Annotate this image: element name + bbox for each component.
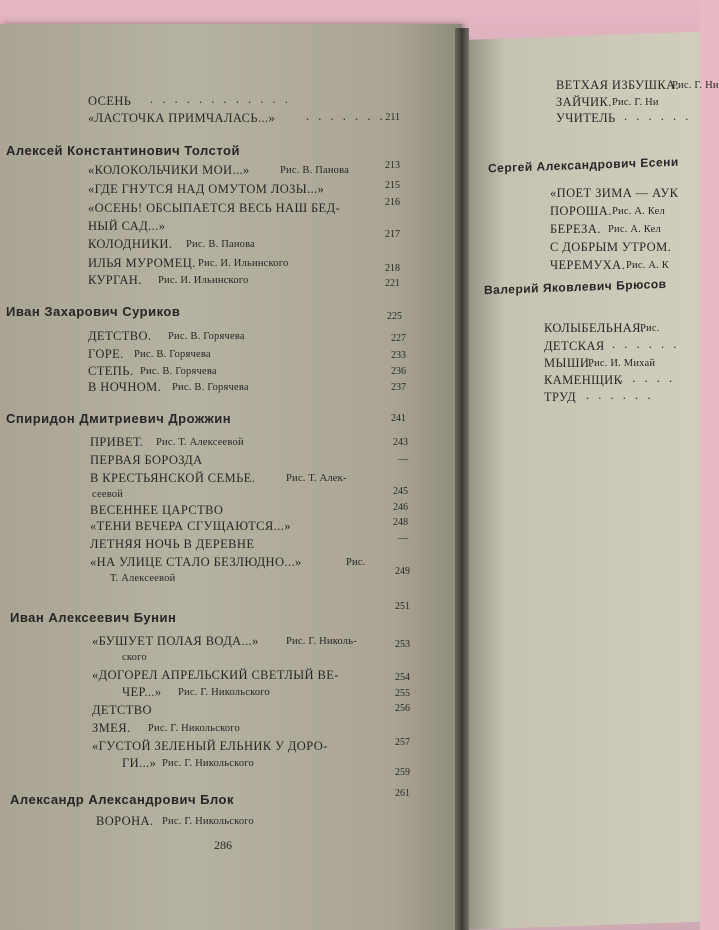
toc-entry-title: «ОСЕНЬ! ОБСЫПАЕТСЯ ВЕСЬ НАШ БЕД- <box>88 201 341 215</box>
toc-page-number: 253 <box>395 639 410 650</box>
toc-entry-title: КОЛЫБЕЛЬНАЯ. <box>544 321 645 335</box>
section-author: Иван Захарович Суриков <box>6 304 181 319</box>
toc-page-number: 248 <box>393 517 408 528</box>
toc-illustrator: Рис. И. Ильинского <box>198 258 289 269</box>
section-author: Валерий Яковлевич Брюсов <box>484 276 667 298</box>
page-number-footer: 286 <box>214 838 232 852</box>
toc-illustrator: Рис. Г. Никольского <box>162 816 254 827</box>
toc-entry-title: ТРУД <box>544 390 576 404</box>
toc-illustrator: Рис. Т. Алексеевой <box>156 437 244 448</box>
toc-illustrator: Рис. Т. Алек- <box>286 473 347 484</box>
toc-illustrator: Рис. В. Горячева <box>168 331 245 342</box>
toc-entry-title: БЕРЕЗА. <box>550 222 601 236</box>
toc-entry-title: ЗМЕЯ. <box>92 721 131 735</box>
toc-entry-title: «ДОГОРЕЛ АПРЕЛЬСКИЙ СВЕТЛЫЙ ВЕ- <box>92 668 339 682</box>
toc-entry-title: ОСЕНЬ <box>88 94 132 108</box>
toc-illustrator: Рис. И. Ильинского <box>158 275 249 286</box>
toc-entry-title: КАМЕНЩИК <box>544 373 623 387</box>
toc-page-number: 218 <box>385 263 400 274</box>
toc-entry-title: ВЕСЕННЕЕ ЦАРСТВО <box>90 503 224 517</box>
toc-illustrator: Рис. <box>640 323 660 334</box>
toc-illustrator: Рис. Г. Никольского <box>148 723 240 734</box>
toc-page-number: 243 <box>393 437 408 448</box>
toc-illustrator: ского <box>122 652 147 663</box>
toc-entry-title: «ЛАСТОЧКА ПРИМЧАЛАСЬ...» <box>88 111 276 125</box>
toc-illustrator: Рис. Г. Николь- <box>286 636 357 647</box>
toc-entry-title: ДЕТСКАЯ <box>544 339 605 353</box>
toc-entry-title: ЗАЙЧИК. <box>556 95 612 109</box>
toc-page-number: 215 <box>385 180 400 191</box>
toc-page-number: 236 <box>391 366 406 377</box>
toc-illustrator: Рис. В. Панова <box>186 239 256 250</box>
toc-entry-title: НЫЙ САД...» <box>88 219 166 233</box>
toc-illustrator: сеевой <box>92 489 124 500</box>
toc-dots: . . . . . . <box>586 388 654 402</box>
toc-entry-title: В НОЧНОМ. <box>88 380 162 394</box>
toc-dots: . . . . . <box>620 371 676 385</box>
toc-dots: . . . . . . . . . . . . <box>150 92 291 106</box>
right-page-content <box>462 0 719 930</box>
toc-entry-title: ПЕРВАЯ БОРОЗДА <box>90 453 203 467</box>
toc-page-number: — <box>398 454 408 465</box>
toc-entry-title: «ПОЕТ ЗИМА — АУК <box>550 186 679 200</box>
toc-entry-title: ЧЕР...» <box>122 685 162 699</box>
toc-entry-title: СТЕПЬ. <box>88 364 134 378</box>
toc-page-number: 246 <box>393 502 408 513</box>
toc-entry-title: ЧЕРЕМУХА. <box>550 258 626 272</box>
toc-entry-title: «ГДЕ ГНУТСЯ НАД ОМУТОМ ЛОЗЫ...» <box>88 182 325 196</box>
toc-page-number: 217 <box>385 229 400 240</box>
toc-entry-title: ДЕТСТВО. <box>88 329 152 343</box>
toc-page-number: 245 <box>393 486 408 497</box>
toc-illustrator: Рис. Г. Никольского <box>162 758 254 769</box>
section-author: Сергей Александрович Есени <box>488 154 679 176</box>
toc-entry-title: УЧИТЕЛЬ <box>556 111 616 125</box>
toc-entry-title: ГОРЕ. <box>88 347 124 361</box>
toc-page-number: 256 <box>395 703 410 714</box>
toc-entry-title: ПРИВЕТ. <box>90 435 144 449</box>
toc-page-number: 254 <box>395 672 410 683</box>
section-author: Александр Александрович Блок <box>10 792 234 807</box>
toc-page-number: 237 <box>391 382 406 393</box>
toc-page-number: 249 <box>395 566 410 577</box>
toc-page-number: 259 <box>395 767 410 778</box>
toc-dots: . . . . . . <box>612 337 680 351</box>
toc-illustrator: Рис. А. К <box>626 260 670 271</box>
toc-entry-title: «НА УЛИЦЕ СТАЛО БЕЗЛЮДНО...» <box>90 555 302 569</box>
toc-illustrator: Рис. Г. Ни <box>612 97 659 108</box>
toc-page-number: 251 <box>395 601 410 612</box>
toc-entry-title: ПОРОША. <box>550 204 612 218</box>
toc-page-number: 213 <box>385 160 400 171</box>
toc-page-number: 211 <box>385 112 400 123</box>
section-author: Алексей Константинович Толстой <box>6 143 240 158</box>
toc-entry-title: ВЕТХАЯ ИЗБУШКА. <box>556 78 680 92</box>
toc-dots: . . . . . . <box>624 109 692 123</box>
toc-illustrator: Рис. Г. Ни <box>672 80 719 91</box>
toc-entry-title: МЫШИ. <box>544 356 593 370</box>
toc-entry-title: ЛЕТНЯЯ НОЧЬ В ДЕРЕВНЕ <box>90 537 255 551</box>
toc-entry-title: В КРЕСТЬЯНСКОЙ СЕМЬЕ. <box>90 471 256 485</box>
toc-page-number: 225 <box>387 311 402 322</box>
toc-entry-title: ВОРОНА. <box>96 814 154 828</box>
toc-entry-title: «ТЕНИ ВЕЧЕРА СГУЩАЮТСЯ...» <box>90 519 291 533</box>
toc-dots: . . . . . . . <box>306 109 386 123</box>
toc-page-number: 233 <box>391 350 406 361</box>
toc-illustrator: Рис. А. Кел <box>608 224 661 235</box>
toc-entry-title: «КОЛОКОЛЬЧИКИ МОИ...» <box>88 163 250 177</box>
section-author: Иван Алексеевич Бунин <box>10 610 177 625</box>
toc-page-number: 261 <box>395 788 410 799</box>
toc-page-number: 241 <box>391 413 406 424</box>
toc-entry-title: ГИ...» <box>122 756 157 770</box>
toc-page-number: 227 <box>391 333 406 344</box>
toc-entry-title: «ГУСТОЙ ЗЕЛЕНЫЙ ЕЛЬНИК У ДОРО- <box>92 739 328 753</box>
toc-illustrator: Рис. В. Горячева <box>134 349 211 360</box>
toc-page-number: — <box>398 533 408 544</box>
toc-page-number: 216 <box>385 197 400 208</box>
toc-entry-title: КОЛОДНИКИ. <box>88 237 173 251</box>
toc-illustrator: Рис. И. Михай <box>588 358 656 369</box>
toc-page-number: 255 <box>395 688 410 699</box>
toc-page-number: 221 <box>385 278 400 289</box>
toc-illustrator: Рис. В. Панова <box>280 165 350 176</box>
toc-illustrator: Рис. А. Кел <box>612 206 665 217</box>
toc-illustrator: Рис. Г. Никольского <box>178 687 270 698</box>
toc-page-number: 257 <box>395 737 410 748</box>
toc-entry-title: КУРГАН. <box>88 273 142 287</box>
section-author: Спиридон Дмитриевич Дрожжин <box>6 411 232 426</box>
toc-illustrator: Рис. В. Горячева <box>172 382 249 393</box>
toc-entry-title: С ДОБРЫМ УТРОМ. <box>550 240 672 254</box>
toc-entry-title: ИЛЬЯ МУРОМЕЦ. <box>88 256 196 270</box>
toc-illustrator: Рис. В. Горячева <box>140 366 217 377</box>
toc-entry-title: ДЕТСТВО <box>92 703 152 717</box>
toc-illustrator: Рис. <box>346 557 366 568</box>
toc-entry-title: «БУШУЕТ ПОЛАЯ ВОДА...» <box>92 634 259 648</box>
toc-illustrator: Т. Алексеевой <box>110 573 176 584</box>
